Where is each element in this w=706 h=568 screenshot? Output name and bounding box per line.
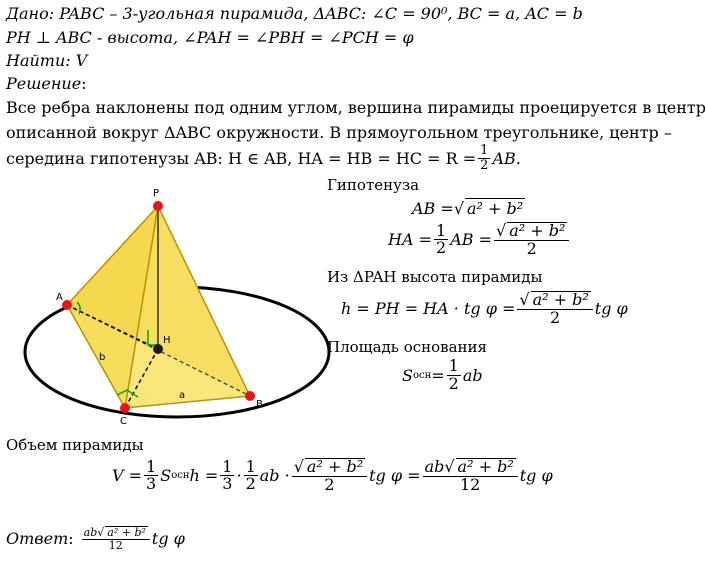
ab-radicand: a² + b² bbox=[467, 199, 524, 218]
ha-half bbox=[434, 220, 448, 258]
solution-line-2: описанной вокруг ΔABC окружности. В прямоугольном треугольнике, центр – bbox=[6, 123, 672, 142]
v-third-1 bbox=[144, 456, 158, 494]
point-a bbox=[62, 300, 72, 310]
v-frac-2-num: ab√ a² + b² bbox=[423, 458, 518, 477]
point-h bbox=[153, 344, 163, 354]
v-s-sub: осн bbox=[171, 470, 190, 482]
given-line-1 bbox=[6, 4, 583, 23]
v-ab-num: ab bbox=[424, 457, 445, 476]
label-side-b: b bbox=[99, 352, 106, 363]
volume-formula bbox=[112, 458, 553, 494]
find-value: : V bbox=[65, 51, 88, 70]
s-tail: ab bbox=[462, 365, 483, 385]
sqrt-sign: √ bbox=[453, 198, 465, 218]
solution-fraction bbox=[478, 144, 490, 172]
ha-frac-num: √ a² + b² bbox=[494, 222, 569, 241]
solution-frac-den: 2 bbox=[480, 157, 489, 173]
v-frac-1-den: 2 bbox=[324, 474, 335, 494]
ha-half-num: 1 bbox=[436, 220, 447, 240]
ha-fraction bbox=[494, 222, 569, 258]
v-half-num: 1 bbox=[245, 456, 256, 476]
label-h: H bbox=[163, 335, 171, 346]
answer-frac-num: ab√ a² + b² bbox=[82, 526, 150, 540]
v-third-2-num: 1 bbox=[222, 456, 233, 476]
solution-label: Решение bbox=[6, 74, 82, 93]
volume-title: Объем пирамиды bbox=[6, 436, 144, 454]
v-dot: · bbox=[236, 466, 242, 486]
ab-lhs: AB = bbox=[412, 198, 454, 218]
label-c: C bbox=[120, 416, 127, 427]
v-third-1-den: 3 bbox=[146, 474, 157, 494]
ha-formula bbox=[388, 222, 571, 258]
v-h: h = bbox=[189, 466, 219, 486]
ha-mid: AB = bbox=[450, 230, 492, 250]
v-third-2 bbox=[220, 456, 234, 494]
label-a: A bbox=[56, 292, 63, 303]
s-half-num: 1 bbox=[448, 356, 459, 375]
answer-rad: a² + b² bbox=[107, 526, 146, 539]
v-frac-1 bbox=[292, 458, 367, 494]
answer-frac-den: 12 bbox=[108, 538, 123, 552]
v-tg-2: tg φ bbox=[519, 466, 553, 486]
answer-ab: ab bbox=[83, 526, 98, 539]
solution-line-3-prefix: середина гипотенузы AB: H ∈ AB, HA = HB = HC = R = bbox=[6, 148, 477, 168]
label-side-a: a bbox=[179, 390, 186, 401]
v-tg-1: tg φ = bbox=[369, 466, 421, 486]
answer-tail: tg φ bbox=[151, 529, 185, 549]
s-half bbox=[447, 358, 461, 393]
v-frac-1-num: √ a² + b² bbox=[292, 458, 367, 477]
point-c bbox=[120, 403, 130, 413]
solution-line-3 bbox=[6, 140, 521, 176]
answer-label: Ответ bbox=[6, 529, 69, 549]
s-lhs: S bbox=[402, 365, 413, 385]
point-b bbox=[245, 391, 255, 401]
v-frac-2-den: 12 bbox=[459, 474, 481, 494]
solution-line-1: Все ребра наклонены под одним углом, вершина пирамиды проецируется в центр bbox=[6, 98, 706, 117]
label-p: P bbox=[153, 188, 160, 199]
v-rad-2: a² + b² bbox=[457, 457, 514, 476]
solution-heading bbox=[6, 74, 87, 93]
ha-half-den: 2 bbox=[436, 238, 447, 258]
from-pah-title: Из ΔPAH высота пирамиды bbox=[327, 268, 543, 286]
h-lhs: h = PH = HA · tg φ = bbox=[341, 299, 516, 319]
solution-line-3-suffix: AB. bbox=[492, 148, 521, 168]
h-formula bbox=[341, 291, 628, 327]
hypotenuse-title: Гипотенуза bbox=[327, 176, 420, 194]
answer-line bbox=[6, 526, 185, 551]
given-text-1: : PABC – 3-угольная пирамида, ΔABC: ∠C = 90⁰, BC = a, AC = b bbox=[48, 4, 583, 23]
v-frac-2 bbox=[423, 458, 518, 494]
answer-fraction bbox=[82, 526, 150, 551]
v-rad-1: a² + b² bbox=[306, 457, 364, 476]
find-line bbox=[6, 51, 87, 70]
s-half-den: 2 bbox=[448, 373, 459, 393]
h-radicand: a² + b² bbox=[532, 290, 589, 309]
ab-formula bbox=[412, 198, 525, 218]
ha-radicand: a² + b² bbox=[509, 221, 566, 240]
given-label: Дано bbox=[6, 4, 49, 23]
v-half bbox=[244, 456, 258, 494]
s-eq: = bbox=[431, 365, 445, 385]
h-tail: tg φ bbox=[594, 299, 628, 319]
label-b: B bbox=[256, 399, 263, 410]
v-ab-dot: ab · bbox=[259, 466, 290, 486]
given-line-2: PH ⊥ ABC - высота, ∠PAH = ∠PBH = ∠PCH = φ bbox=[6, 28, 414, 47]
area-title: Площадь основания bbox=[327, 338, 488, 356]
s-sub: осн bbox=[412, 369, 432, 381]
v-s: S bbox=[160, 466, 172, 486]
find-label: Найти bbox=[6, 51, 66, 70]
h-frac-den: 2 bbox=[550, 307, 561, 327]
solution-colon: : bbox=[81, 74, 87, 93]
area-formula bbox=[402, 358, 483, 393]
point-p bbox=[153, 201, 163, 211]
ha-lhs: HA = bbox=[388, 230, 432, 250]
v-half-den: 2 bbox=[245, 474, 256, 494]
v-lhs: V = bbox=[112, 466, 143, 486]
answer-colon: : bbox=[68, 529, 74, 549]
ha-frac-den: 2 bbox=[526, 238, 537, 258]
v-third-1-num: 1 bbox=[146, 456, 157, 476]
pyramid-diagram bbox=[0, 178, 325, 428]
solution-frac-num: 1 bbox=[480, 142, 489, 158]
h-fraction bbox=[517, 291, 592, 327]
v-third-2-den: 3 bbox=[222, 474, 233, 494]
h-frac-num: √ a² + b² bbox=[517, 291, 592, 310]
